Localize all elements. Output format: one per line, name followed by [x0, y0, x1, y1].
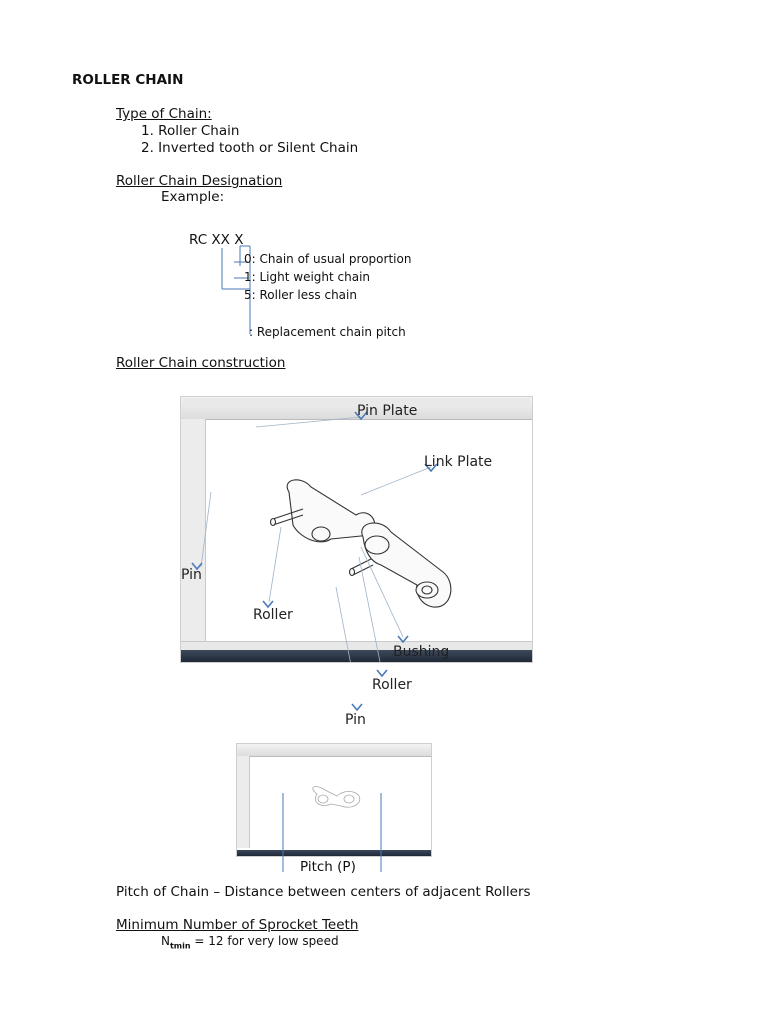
designation-code: RC XX X: [189, 232, 244, 248]
types-heading: Type of Chain:: [116, 106, 212, 122]
designation-example: Example:: [161, 189, 225, 205]
pitch-label: Pitch (P): [300, 859, 356, 875]
formula-n: N: [161, 934, 170, 948]
designation-note: 5: Roller less chain: [244, 288, 357, 302]
label-link-plate: Link Plate: [424, 454, 493, 470]
label-bushing: Bushing: [393, 644, 450, 660]
label-roller-left: Roller: [253, 607, 293, 623]
pitch-definition: Pitch of Chain – Distance between centers of adjacent Rollers: [116, 884, 531, 900]
pitch-replacement-note: : Replacement chain pitch: [249, 325, 406, 339]
cad-screenshot: [180, 396, 533, 663]
label-roller-bottom: Roller: [372, 677, 412, 693]
label-pin-bottom: Pin: [345, 712, 366, 728]
designation-note: 1: Light weight chain: [244, 270, 371, 284]
chain-link-outline-icon: [237, 744, 431, 856]
label-pin-left: Pin: [181, 567, 202, 583]
formula-rest: = 12 for very low speed: [190, 934, 339, 948]
formula-subscript: tmin: [169, 941, 191, 951]
label-pin-plate: Pin Plate: [357, 403, 418, 419]
sprocket-formula: [161, 934, 339, 950]
construction-heading: Roller Chain construction: [116, 355, 286, 371]
list-item: 2. Inverted tooth or Silent Chain: [141, 140, 359, 156]
page-title: ROLLER CHAIN: [72, 72, 184, 88]
sprocket-heading: Minimum Number of Sprocket Teeth: [116, 917, 359, 933]
chain-link-drawing-icon: [181, 397, 532, 662]
pitch-screenshot: [236, 743, 432, 857]
designation-note: 0: Chain of usual proportion: [244, 252, 412, 266]
designation-heading: Roller Chain Designation: [116, 173, 283, 189]
list-item: 1. Roller Chain: [141, 123, 240, 139]
